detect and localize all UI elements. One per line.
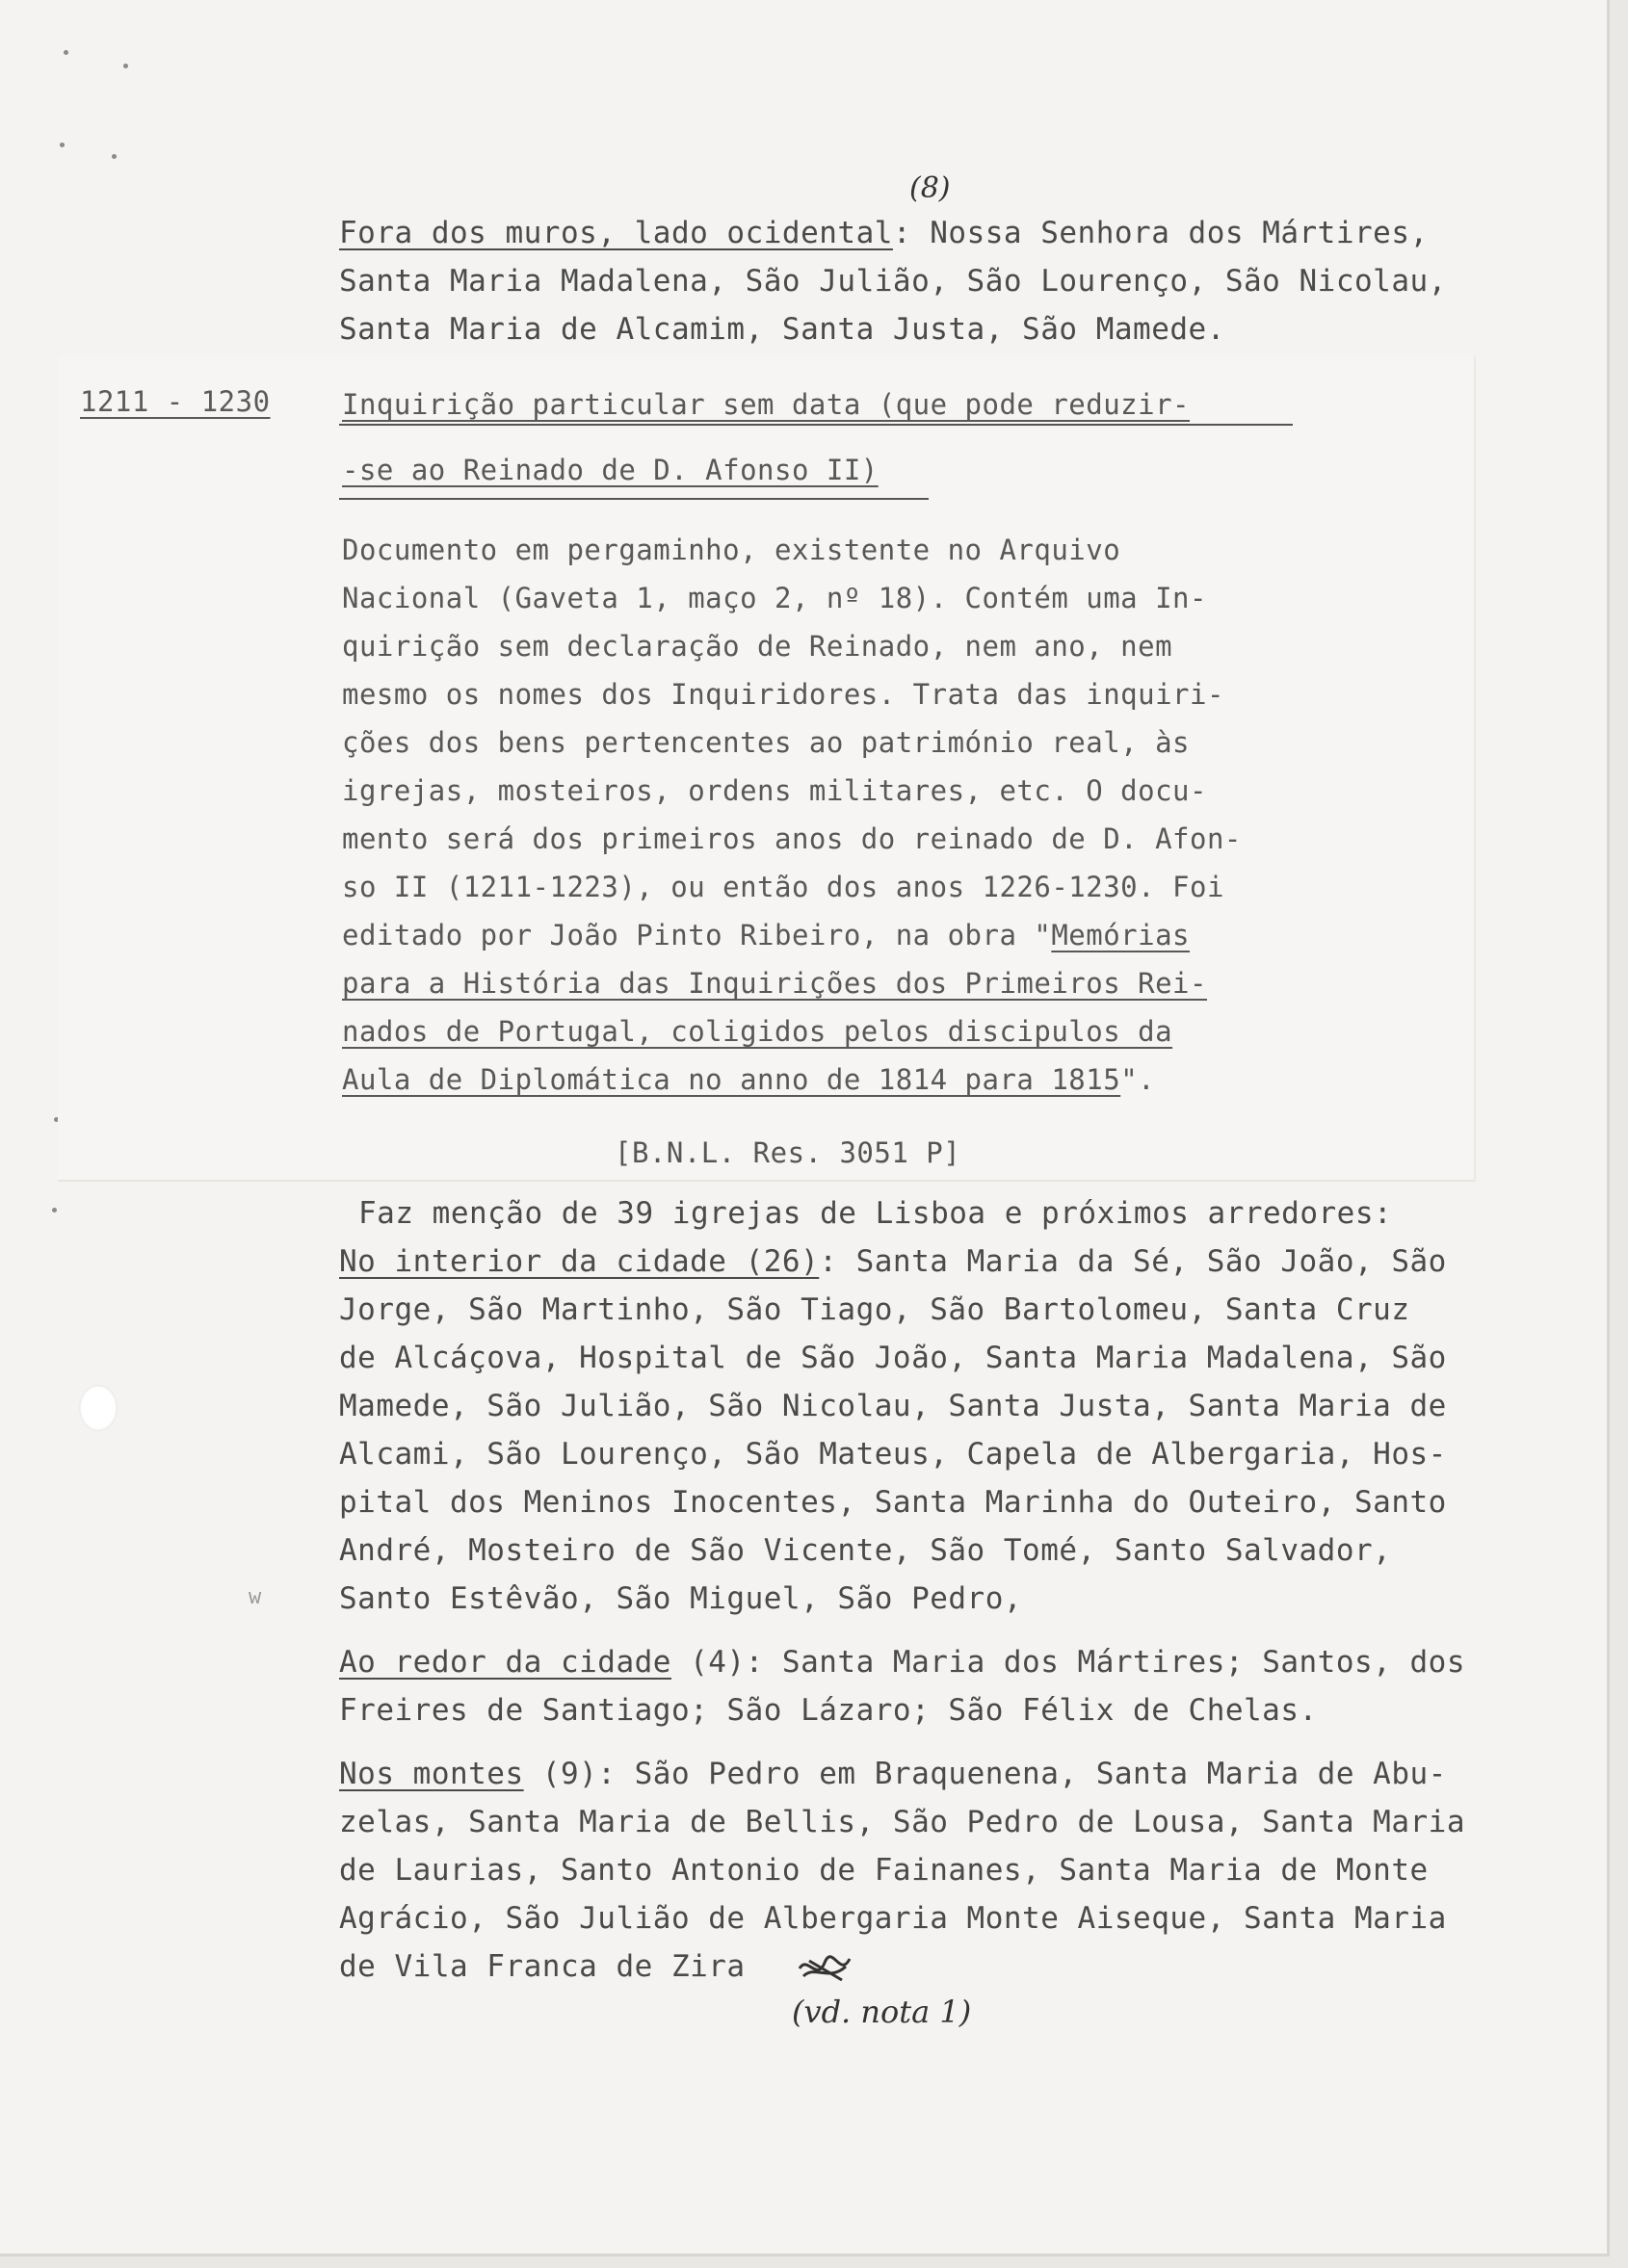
insert-title-1: Inquirição particular sem data (que pode reduzir-: [342, 388, 1191, 421]
speck: [52, 1208, 57, 1212]
fora-line-3: Santa Maria de Alcamim, Santa Justa, São Mamede.: [339, 312, 1225, 347]
insert-body-line: ções dos bens pertencentes ao património real, às: [342, 726, 1191, 759]
interior-line: Jorge, São Martinho, São Tiago, São Bartolomeu, Santa Cruz: [339, 1292, 1410, 1327]
insert-body-line: igrejas, mosteiros, ordens militares, etc. O docu-: [342, 774, 1207, 807]
interior-line: de Alcáçova, Hospital de São João, Santa Maria Madalena, São: [339, 1341, 1447, 1375]
bnl-reference: [B.N.L. Res. 3051 P]: [615, 1136, 961, 1169]
insert-body-line: so II (1211-1223), ou então dos anos 1226-1230. Foi: [342, 871, 1224, 903]
insert-body-line-10: para a História das Inquirições dos Primeiros Rei-: [342, 967, 1207, 1000]
margin-mark-w: w: [249, 1585, 262, 1609]
insert-body-line: Nacional (Gaveta 1, maço 2, nº 18). Contém uma In-: [342, 582, 1207, 614]
handwritten-mark-top: (8): [909, 171, 951, 205]
fora-line-1-rest: : Nossa Senhora dos Mártires,: [892, 216, 1429, 250]
title-2-rule: [339, 498, 929, 500]
insert-body-line: Documento em pergaminho, existente no Arquivo: [342, 534, 1121, 566]
redor-line-1-rest: (4): Santa Maria dos Mártires; Santos, dos: [670, 1645, 1465, 1680]
interior-line: Santo Estêvão, São Miguel, São Pedro,: [339, 1581, 1023, 1616]
interior-line: Alcami, São Lourenço, São Mateus, Capela de Albergaria, Hos-: [339, 1437, 1447, 1472]
speck: [123, 64, 128, 68]
line-12-end: ".: [1120, 1063, 1156, 1096]
montes-heading: Nos montes: [339, 1757, 524, 1791]
insert-body-line-12: [342, 1056, 1155, 1104]
interior-line: André, Mosteiro de São Vicente, São Tomé, Santo Salvador,: [339, 1533, 1392, 1568]
insert-body-line-11: nados de Portugal, coligidos pelos discipulos da: [342, 1015, 1173, 1048]
montes-line-1-rest: (9): São Pedro em Braquenena, Santa Maria de Abu-: [523, 1757, 1447, 1791]
aula-title: Aula de Diplomática no anno de 1814 para 1815: [342, 1063, 1121, 1096]
montes-line-1: [339, 1751, 1447, 1797]
insert-body-line: mesmo os nomes dos Inquiridores. Trata das inquiri-: [342, 678, 1224, 711]
insert-date: 1211 - 1230: [80, 385, 271, 418]
redor-line-1: [339, 1639, 1465, 1685]
fora-line-1: [339, 210, 1429, 256]
insert-body-line-9-plain: editado por João Pinto Ribeiro, na obra ": [342, 919, 1052, 952]
insert-title-2: -se ao Reinado de D. Afonso II): [342, 454, 879, 486]
insert-body-line: quirição sem declaração de Reinado, nem ano, nem: [342, 630, 1173, 663]
insert-body-line-9: [342, 911, 1190, 959]
fora-line-2: Santa Maria Madalena, São Julião, São Lourenço, São Nicolau,: [339, 264, 1447, 299]
insert-body-line: mento será dos primeiros anos do reinado de D. Afon-: [342, 822, 1242, 855]
punch-hole-lower: [79, 1385, 118, 1431]
interior-line-1: [339, 1238, 1447, 1285]
handwritten-note: (vd. nota 1): [792, 1994, 972, 2030]
redor-heading: Ao redor da cidade: [339, 1645, 671, 1680]
ink-scribble: [796, 1949, 857, 1988]
montes-line: zelas, Santa Maria de Bellis, São Pedro de Lousa, Santa Maria: [339, 1805, 1465, 1839]
redor-line: Freires de Santiago; São Lázaro; São Félix de Chelas.: [339, 1693, 1318, 1728]
speck: [60, 143, 65, 147]
intro-line: Faz menção de 39 igrejas de Lisboa e próximos arredores:: [358, 1196, 1393, 1231]
montes-line: Agrácio, São Julião de Albergaria Monte Aiseque, Santa Maria: [339, 1901, 1447, 1936]
interior-line-1-rest: : Santa Maria da Sé, São João, São: [819, 1244, 1447, 1279]
interior-line: Mamede, São Julião, São Nicolau, Santa Justa, Santa Maria de: [339, 1389, 1447, 1423]
memorias-title-start: Memórias: [1051, 919, 1191, 952]
montes-line: de Vila Franca de Zira: [339, 1949, 746, 1984]
speck: [112, 154, 117, 159]
interior-heading: No interior da cidade (26): [339, 1244, 820, 1279]
montes-line: de Laurias, Santo Antonio de Fainanes, Santa Maria de Monte: [339, 1853, 1429, 1888]
fora-heading: Fora dos muros, lado ocidental: [339, 216, 893, 250]
speck: [64, 50, 68, 55]
title-1-rule: [339, 424, 1293, 426]
interior-line: pital dos Meninos Inocentes, Santa Marinha do Outeiro, Santo: [339, 1485, 1447, 1520]
